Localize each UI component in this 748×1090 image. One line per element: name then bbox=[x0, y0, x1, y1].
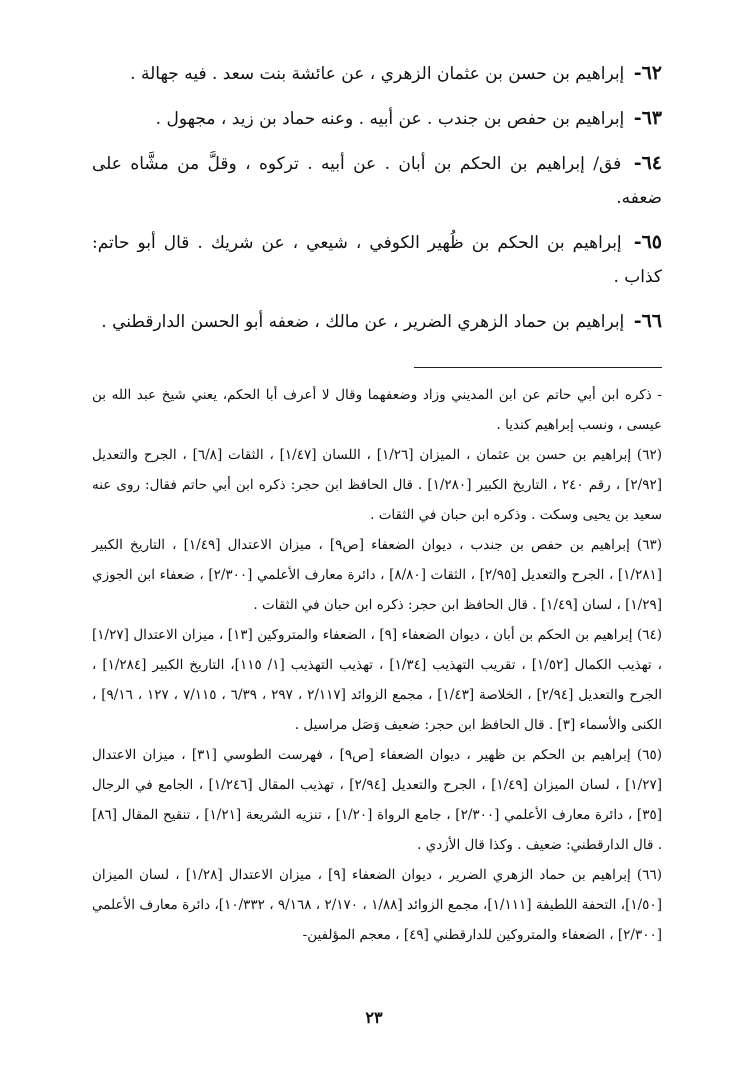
entry-text: إبراهيم بن الحكم بن ظُهير الكوفي ، شيعي ، عن شريك . قال أبو حاتم: كذاب . bbox=[92, 233, 662, 287]
entry-number: ٦٦- bbox=[633, 310, 662, 332]
footnote-divider bbox=[414, 367, 662, 368]
entry-number: ٦٤- bbox=[633, 152, 663, 174]
entry-number: ٦٢- bbox=[633, 62, 662, 84]
entry-63 bbox=[92, 101, 662, 136]
entry-text: فق/ إبراهيم بن الحكم بن أبان . عن أبيه . تركوه ، وقلَّ من مشَّاه على ضعفه. bbox=[92, 154, 662, 208]
entry-number: ٦٥- bbox=[633, 231, 662, 253]
footnote-62: (٦٢) إبراهيم بن حسن بن عثمان ، الميزان [١/٢٦] ، اللسان [١/٤٧] ، الثقات [٦/٨] ، الجرح والتعديل [٢/٩٢] ، رقم ٢٤٠ ، التاريخ الكبير [١/٢٨٠] . قال الحافظ ابن حجر: ذكره ابن أبي حاتم فقال: روى عنه سعيد بن يحيى وسكت . وذكره ابن حبان في الثقات . bbox=[92, 447, 662, 523]
entry-text: إبراهيم بن حماد الزهري الضرير ، عن مالك ، ضعفه أبو الحسن الدارقطني . bbox=[101, 312, 625, 332]
footnotes bbox=[92, 380, 662, 950]
entry-number: ٦٣- bbox=[633, 107, 662, 129]
footnote-64: (٦٤) إبراهيم بن الحكم بن أبان ، ديوان الضعفاء [٩] ، الضعفاء والمتروكين [١٣] ، ميزان الاعتدال [١/٢٧] ، تهذيب الكمال [١/٥٢] ، تقريب التهذيب [١/٣٤] ، تهذيب التهذيب [١/ ١١٥]، التاريخ الكبير [١/٢٨٤] ، الجرح والتعديل [٢/٩٤] ، الخلاصة [١/٤٣] ، مجمع الزوائد [٢/١١٧ ، ٢٩٧ ، ٦/٣٩ ، ٧/١١٥ ، ١٢٧ ، ٩/١٦] ، الكنى والأسماء [٣] . قال الحافظ ابن حجر: ضعيف وَصَل مراسيل . bbox=[92, 627, 663, 733]
entry-66 bbox=[92, 304, 662, 339]
entry-text: إبراهيم بن حسن بن عثمان الزهري ، عن عائشة بنت سعد . فيه جهالة . bbox=[130, 64, 625, 84]
footnote-63: (٦٣) إبراهيم بن حفص بن جندب ، ديوان الضعفاء [ص٩] ، ميزان الاعتدال [١/٤٩] ، التاريخ الكبير [١/٢٨١] ، الجرح والتعديل [٢/٩٥] ، الثقات [٨/٨٠] ، دائرة معارف الأعلمي [٢/٣٠٠] ، ضعفاء ابن الجوزي [١/٢٩] ، لسان [١/٤٩] . قال الحافظ ابن حجر: ذكره ابن حبان في الثقات . bbox=[92, 537, 663, 613]
entry-65 bbox=[92, 225, 662, 294]
footnote-66: (٦٦) إبراهيم بن حماد الزهري الضرير ، ديوان الضعفاء [٩] ، ميزان الاعتدال [١/٢٨] ، لسان الميزان [١/٥٠]، التحفة اللطيفة [١/١١١]، مجمع الزوائد [١/٨٨ ، ٢/١٧٠ ، ٩/١٦٨ ، ١٠/٣٣٢]، دائرة معارف الأعلمي [٢/٣٠٠] ، الضعفاء والمتروكين للدارقطني [٤٩] ، معجم المؤلفين- bbox=[92, 867, 662, 943]
entry-64 bbox=[92, 146, 662, 215]
entry-62 bbox=[92, 56, 662, 91]
entry-text: إبراهيم بن حفص بن جندب . عن أبيه . وعنه حماد بن زيد ، مجهول . bbox=[155, 109, 625, 129]
footnote-65: (٦٥) إبراهيم بن الحكم بن ظهير ، ديوان الضعفاء [ص٩] ، فهرست الطوسي [٣١] ، ميزان الاعتدال [١/٢٧] ، لسان الميزان [١/٤٩] ، الجرح والتعديل [٢/٩٤] ، تهذيب المقال [١/٢٤٦] ، الجامع في الرجال [٣٥] ، دائرة معارف الأعلمي [٢/٣٠٠] ، جامع الرواة [١/٢٠] ، تنزيه الشريعة [١/٢١] ، تنقيح المقال [٨٦] . قال الدارقطني: ضعيف . وكذا قال الأزدي . bbox=[92, 747, 662, 853]
page-number: ٢٣ bbox=[365, 1008, 383, 1027]
main-text bbox=[92, 56, 662, 339]
footnote-continuation: - ذكره ابن أبي حاتم عن ابن المديني وزاد وضعفهما وقال لا أعرف أبا الحكم، يعني شيخ عبد الله بن عيسى ، ونسب إبراهيم كنديا . bbox=[92, 387, 662, 433]
